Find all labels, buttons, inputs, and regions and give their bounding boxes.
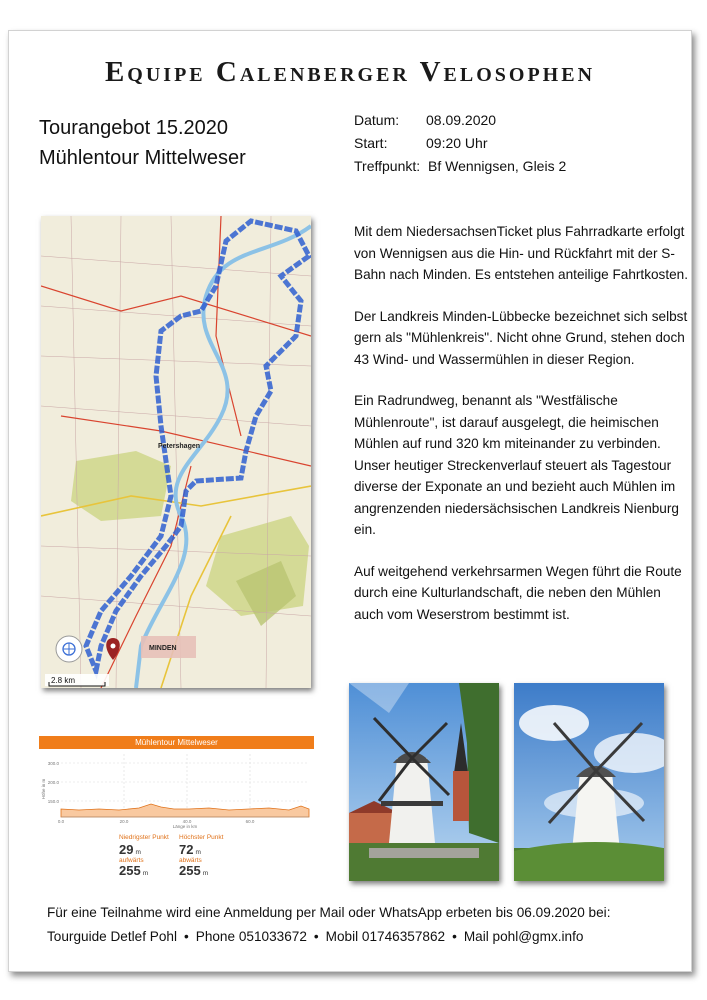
unit-label: m [195,849,201,856]
lowest-point-value [119,842,141,857]
y-axis-label: Höhe in m [41,778,46,800]
descent-label: abwärts [179,857,202,864]
phone-number[interactable]: Phone 051033672 [195,929,307,944]
town-petershagen-label: Petershagen [158,443,201,450]
flyer-sheet [8,30,692,972]
scale-label: 2.8 km [51,676,76,685]
highest-value-number: 72 [179,842,194,857]
date-label: Datum: [354,112,400,128]
meeting-label: Treffpunkt: [354,158,421,174]
date-row [354,109,566,132]
unit-label: m [202,870,209,877]
email-address[interactable]: Mail pohl@gmx.info [463,929,584,944]
windmill-photo-1 [349,683,499,881]
x-axis-label: Länge in km [172,824,198,829]
route-map [41,216,311,688]
elevation-profile [39,736,314,881]
date-value: 08.09.2020 [426,112,497,128]
registration-note: Für eine Teilnahme wird eine Anmeldung per Mail oder WhatsApp erbeten bis 06.09.2020 bei: [47,905,611,920]
y-tick-label: 150.0 [47,799,59,804]
bullet-separator: • [313,929,319,944]
mobile-number[interactable]: Mobil 01746357862 [325,929,446,944]
lowest-point-label: Niedrigster Punkt [119,834,169,841]
x-tick-label: 40.0 [182,819,192,824]
tour-name-title: Mühlentour Mittelweser [39,147,246,169]
description-paragraph-1: Mit dem NiedersachsenTicket plus Fahrradkarte erfolgt von Wennigsen aus die Hin- und Rückfahrt mit der S-Bahn nach Minden. Es entstehen anteilige Fahrtkosten. [354,224,689,282]
map-scale [45,674,109,686]
tour-offer-title: Tourangebot 15.2020 [39,117,229,139]
description-paragraph-4: Auf weitgehend verkehrsarmen Wegen führt die Route durch eine Kulturlandschaft, die neben den Mühlen auch vom Weserstrom bestimmt ist. [354,563,682,622]
description-paragraph-3: Ein Radrundweg, benannt als "Westfälische Mühlenroute", ist darauf ausgelegt, die heimischen Mühlen auf rund 320 km miteinander zu verbinden. Unser heutiger Streckenverlauf steuert als Tagestour diverse der Exponate an und bezieht auch Mühlen im angrenzenden niedersächsischen Landkreis Nienburg ein. [354,393,679,537]
bullet-separator: • [183,929,189,944]
start-value: 09:20 Uhr [426,135,488,151]
highest-point-value [179,842,201,857]
start-row [354,132,566,155]
registration-footer [47,901,610,949]
tour-description [354,221,689,645]
route-map-graphic [41,216,311,688]
elevation-chart [39,749,314,829]
windmill-photo-2 [514,683,664,881]
ascent-value-number: 255 [119,863,141,878]
x-tick-label: 20.0 [119,819,129,824]
town-minden-label: MINDEN [149,645,177,652]
unit-label: m [135,849,141,856]
club-name: Equipe Calenberger Velosophen [104,56,596,88]
x-tick-label: 0.0 [57,819,65,824]
tour-guide: Tourguide Detlef Pohl [47,929,177,944]
x-tick-label: 60.0 [245,819,255,824]
y-tick-label: 300.0 [47,761,59,766]
start-label: Start: [354,135,388,151]
ascent-value [119,863,148,878]
unit-label: m [142,870,149,877]
windmill-image-2 [514,683,664,881]
bullet-separator: • [452,929,457,944]
descent-value-number: 255 [179,863,201,878]
meeting-value: Bf Wennigsen, Gleis 2 [428,158,567,174]
description-paragraph-2: Der Landkreis Minden-Lübbecke bezeichnet sich selbst gern als "Mühlenkreis". Nicht ohne Grund, stehen doch 43 Wind- und Wassermühlen in dieser Region. [354,308,688,367]
windmill-image-1 [349,683,499,881]
meeting-row [354,155,566,178]
compass-icon[interactable] [56,636,82,662]
tour-info [354,109,566,178]
descent-value [179,863,208,878]
profile-title: Mühlentour Mittelweser [39,736,314,749]
y-tick-label: 200.0 [47,780,59,785]
ascent-label: aufwärts [119,857,144,864]
contact-line [47,925,610,949]
highest-point-label: Höchster Punkt [179,834,224,841]
lowest-value-number: 29 [119,842,134,857]
